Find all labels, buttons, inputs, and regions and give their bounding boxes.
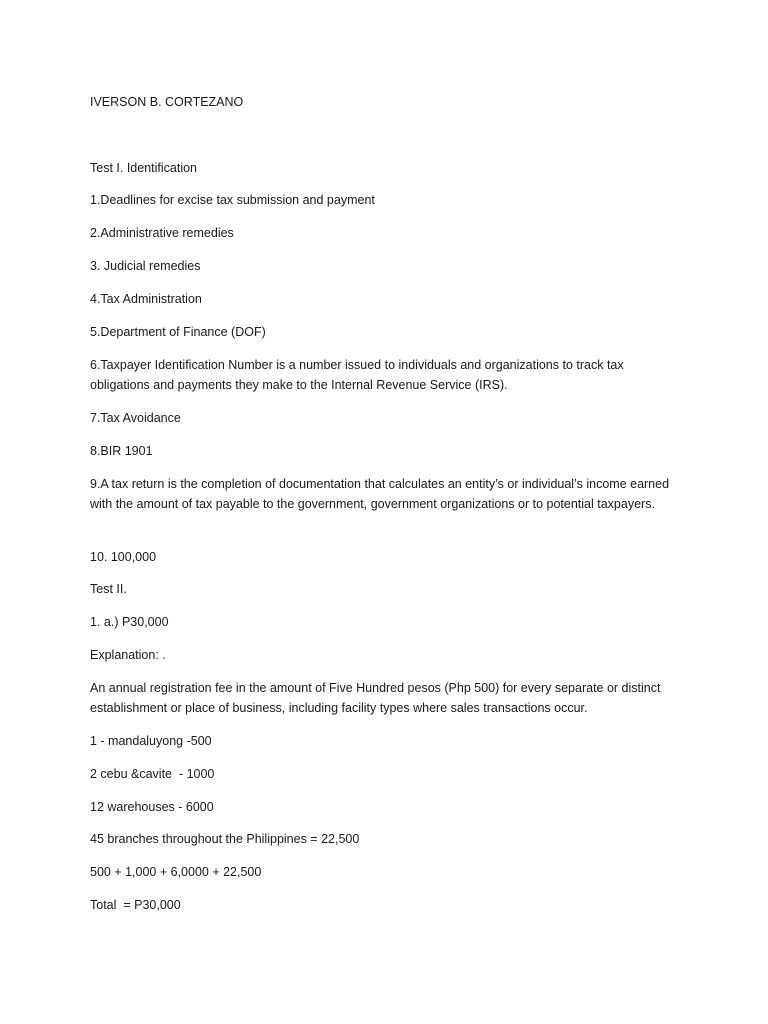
computation-line: 1 - mandaluyong -500 [90,734,212,748]
computation-line: 500 + 1,000 + 6,0000 + 22,500 [90,865,262,879]
explanation-text: An annual registration fee in the amount of Five Hundred pesos (Php 500) for every separate or distinct establishment or place of business, including facility types where sales transactions occur. [90,681,661,715]
total-line: Total = P30,000 [90,898,181,912]
test1-item: 2.Administrative remedies [90,226,234,240]
test1-item: 1.Deadlines for excise tax submission and payment [90,193,375,207]
computation-line: 45 branches throughout the Philippines = 22,500 [90,832,360,846]
computation-line: 2 cebu &cavite - 1000 [90,767,215,781]
explanation-label: Explanation: . [90,648,166,662]
author-name: IVERSON B. CORTEZANO [90,95,244,109]
test1-item: 5.Department of Finance (DOF) [90,325,266,339]
test2-answer: 1. a.) P30,000 [90,615,169,629]
test1-item: 3. Judicial remedies [90,259,201,273]
test1-item: 6.Taxpayer Identification Number is a number issued to individuals and organizations to track tax obligations and payments they make to the Internal Revenue Service (IRS). [90,358,624,392]
test1-item: 8.BIR 1901 [90,444,153,458]
test1-item: 9.A tax return is the completion of documentation that calculates an entity’s or individual’s income earned with the amount of tax payable to the government, government organizations or to potential taxpayers. [90,477,670,511]
test1-item: 4.Tax Administration [90,292,202,306]
test1-item: 7.Tax Avoidance [90,411,181,425]
test1-heading: Test I. Identification [90,161,198,175]
computation-line: 12 warehouses - 6000 [90,800,214,814]
test2-heading: Test II. [90,582,127,596]
test1-item: 10. 100,000 [90,550,157,564]
